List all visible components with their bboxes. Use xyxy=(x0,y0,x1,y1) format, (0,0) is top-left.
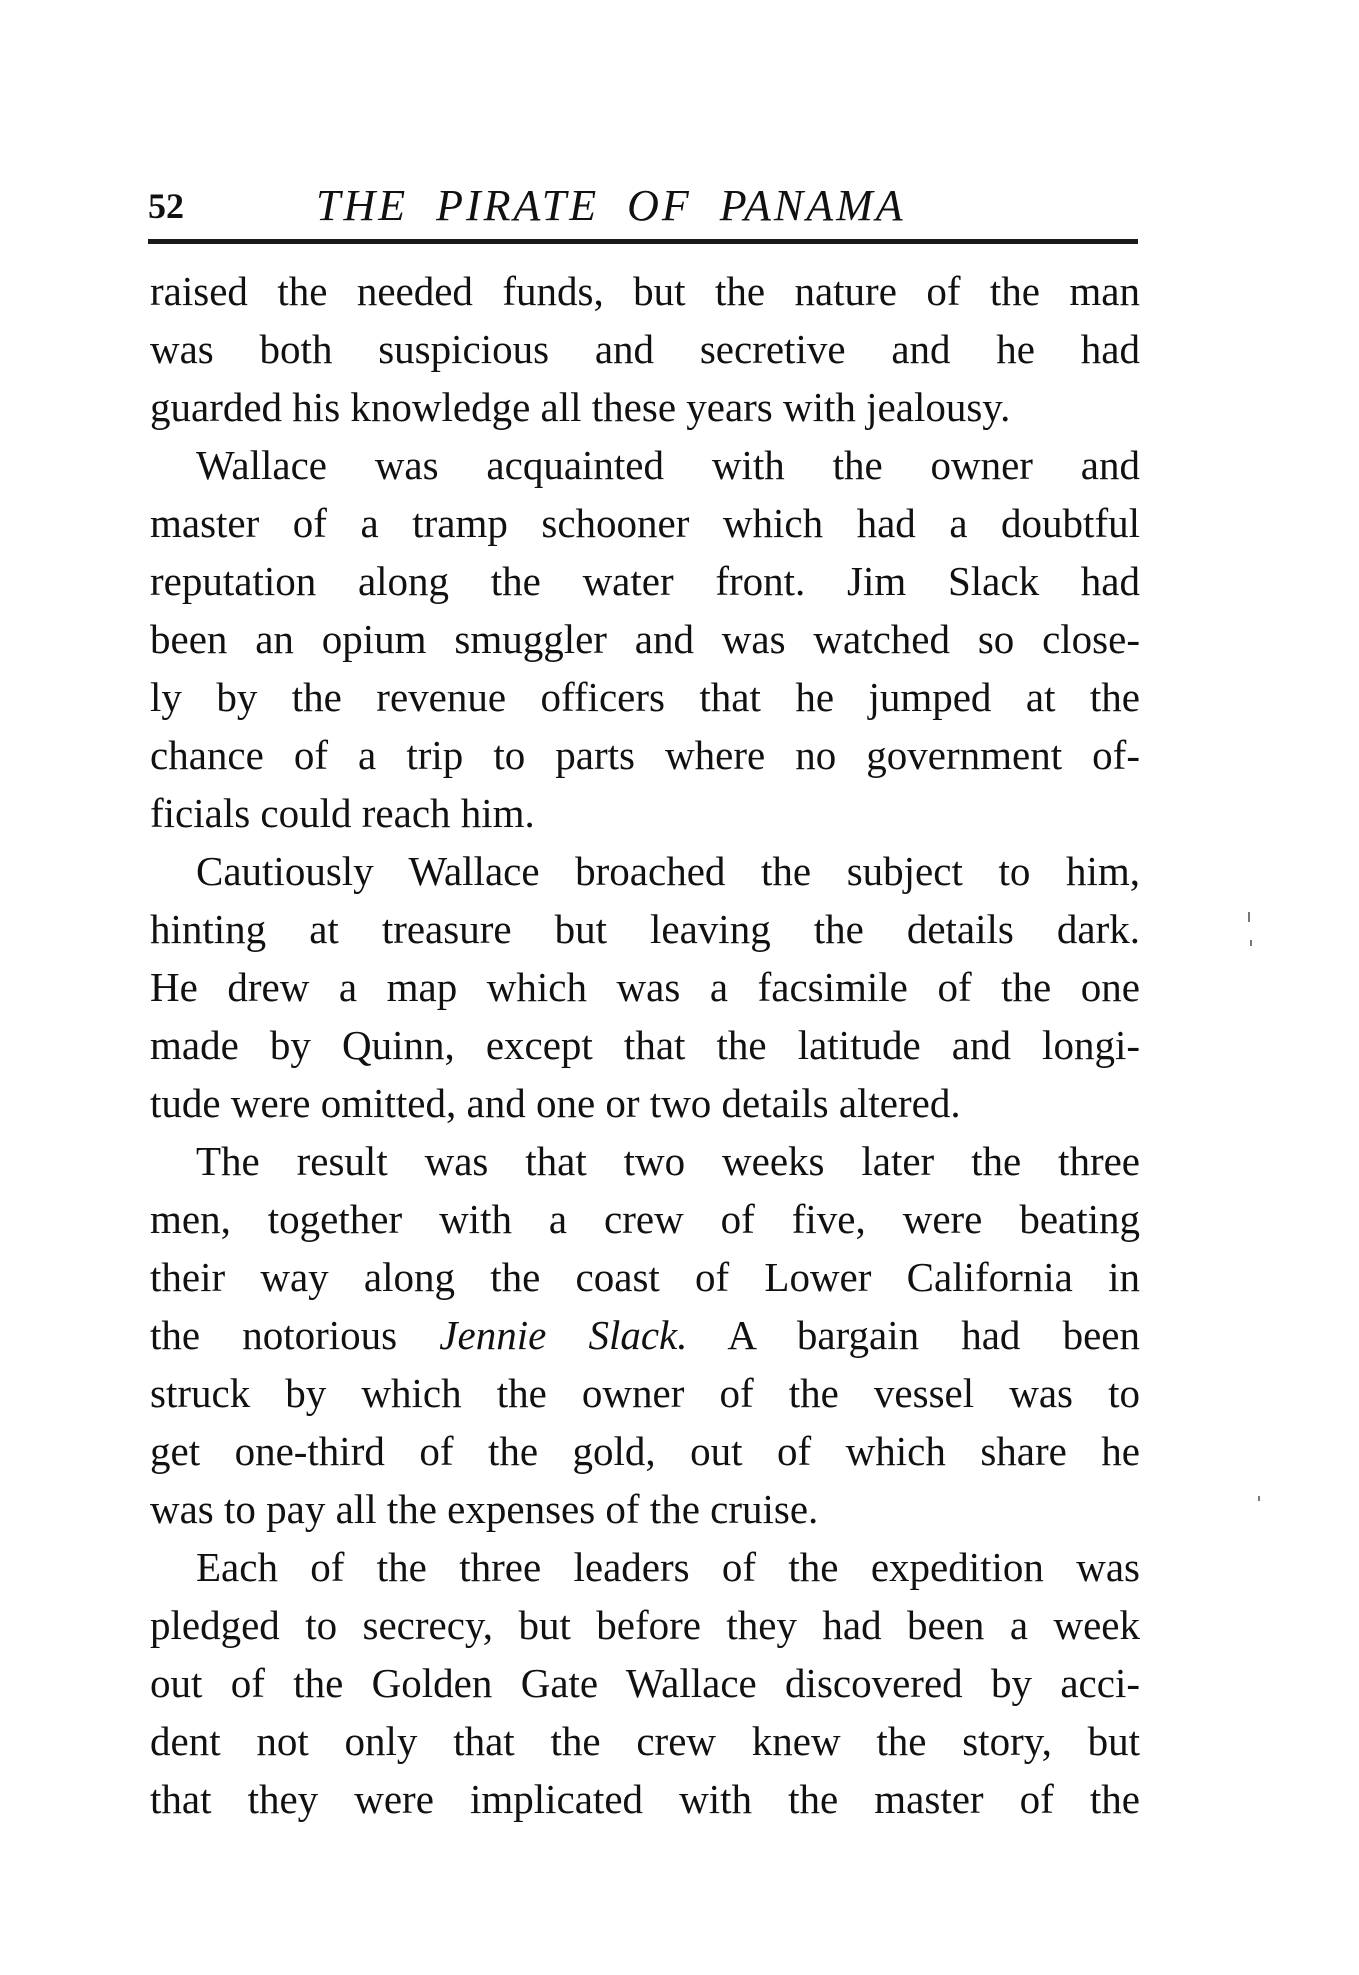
ship-name: Jennie Slack. xyxy=(439,1312,688,1358)
text-line: tude were omitted, and one or two details altered. xyxy=(150,1080,961,1126)
paragraph-start-line: Wallace was acquainted with the owner and xyxy=(196,442,1140,488)
paragraph-start-line: Each of the three leaders of the expedition was xyxy=(196,1544,1140,1590)
text-line: chance of a trip to parts where no government of- xyxy=(150,732,1140,778)
text-line: ly by the revenue officers that he jumped at the xyxy=(150,674,1140,720)
text-line: ficials could reach him. xyxy=(150,790,535,836)
text-line: their way along the coast of Lower California in xyxy=(150,1254,1140,1300)
text-line: that they were implicated with the master of the xyxy=(150,1776,1140,1822)
running-head xyxy=(148,178,1138,234)
text-line: guarded his knowledge all these years with jealousy. xyxy=(150,384,1011,430)
text-line: raised the needed funds, but the nature of the man xyxy=(150,268,1140,314)
page-number: 52 xyxy=(148,186,184,226)
text-segment: the notorious xyxy=(150,1312,440,1358)
text-line: master of a tramp schooner which had a doubtful xyxy=(150,500,1140,546)
text-line: struck by which the owner of the vessel was to xyxy=(150,1370,1140,1416)
body-text xyxy=(150,262,1140,1828)
paragraph-start-line: Cautiously Wallace broached the subject to him, xyxy=(196,848,1140,894)
text-line: been an opium smuggler and was watched so close- xyxy=(150,616,1140,662)
text-segment: A bargain had been xyxy=(687,1312,1140,1358)
text-line: made by Quinn, except that the latitude and longi- xyxy=(150,1022,1140,1068)
text-line: was both suspicious and secretive and he had xyxy=(150,326,1140,372)
paper-speck xyxy=(1258,1496,1260,1501)
header-rule xyxy=(148,239,1138,244)
book-title: THE PIRATE OF PANAMA xyxy=(316,181,906,230)
paragraph-start-line: The result was that two weeks later the three xyxy=(196,1138,1140,1184)
text-line: men, together with a crew of five, were beating xyxy=(150,1196,1140,1242)
text-line: He drew a map which was a facsimile of the one xyxy=(150,964,1140,1010)
text-line-with-ship-name xyxy=(150,1306,1140,1364)
paper-speck xyxy=(1250,940,1252,946)
text-line: was to pay all the expenses of the cruise. xyxy=(150,1486,819,1532)
text-line: pledged to secrecy, but before they had been a week xyxy=(150,1602,1140,1648)
text-line: reputation along the water front. Jim Slack had xyxy=(150,558,1140,604)
paper-speck xyxy=(1248,912,1250,922)
text-line: get one-third of the gold, out of which share he xyxy=(150,1428,1140,1474)
text-line: out of the Golden Gate Wallace discovered by acci- xyxy=(150,1660,1140,1706)
text-line: hinting at treasure but leaving the details dark. xyxy=(150,906,1140,952)
text-line: dent not only that the crew knew the story, but xyxy=(150,1718,1140,1764)
